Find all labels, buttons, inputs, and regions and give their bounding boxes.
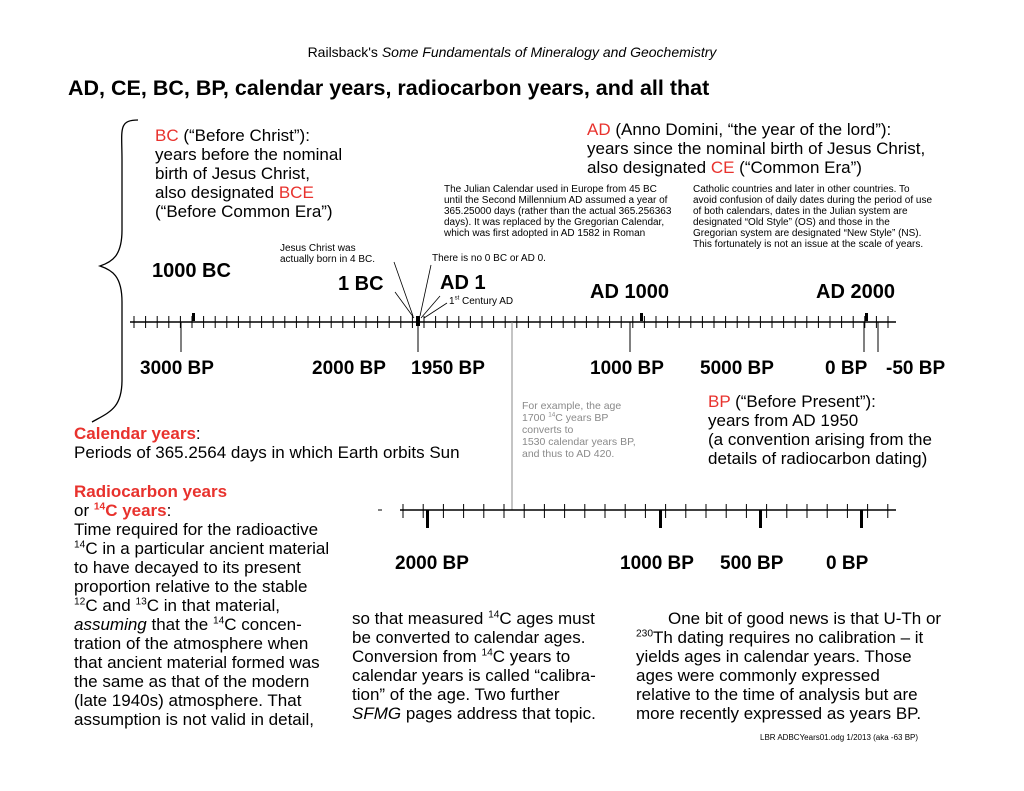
julian-note-col1 <box>444 184 671 239</box>
radiocarbon-or: or <box>74 501 94 520</box>
label-0bp: 0 BP <box>825 358 868 379</box>
radiocarbon-line: that ancient material formed was <box>74 653 320 672</box>
right-line: One bit of good news is that U-Th or <box>668 609 942 628</box>
example-line2-sup: 14 <box>548 411 556 419</box>
right-line: Th dating requires no calibration – it <box>653 628 924 647</box>
label-5000bp: 5000 BP <box>700 358 774 379</box>
example-note <box>522 400 636 460</box>
mid-l3-sup: 14 <box>481 647 493 659</box>
julian-line: 365.25000 days (rather than the actual 365.256363 <box>444 206 672 217</box>
first-century-sup: st <box>454 295 460 302</box>
julian-line: The Julian Calendar used in Europe from 45 BC <box>444 184 657 195</box>
mark-low-2000bp <box>426 510 429 528</box>
right-line: yields ages in calendar years. Those <box>636 647 912 666</box>
radiocarbon-line: tration of the atmosphere when <box>74 634 309 653</box>
label-1000bc: 1000 BC <box>152 260 231 282</box>
jesus-born-line1: Jesus Christ was <box>280 243 356 254</box>
radiocarbon-heading: Radiocarbon years <box>74 482 228 501</box>
radiocarbon-line: proportion relative to the stable <box>74 577 308 596</box>
label-3000bp: 3000 BP <box>140 358 214 379</box>
radiocarbon-colon: : <box>166 501 172 520</box>
label-2000bp: 2000 BP <box>312 358 386 379</box>
mark-low-1000bp <box>659 510 662 528</box>
bp-line4: details of radiocarbon dating) <box>708 449 928 468</box>
assuming-word: assuming <box>74 615 147 634</box>
julian-line: until the Second Millennium AD assumed a year of <box>444 195 668 206</box>
uth-dating-text <box>636 609 941 723</box>
lower-label-1000bp: 1000 BP <box>620 553 694 574</box>
first-century-text: Century AD <box>459 296 514 307</box>
pointer-bc1 <box>395 292 414 318</box>
example-line2-post: C years BP <box>555 412 609 424</box>
julian-line: of both calendars, dates in the Julian system are <box>693 206 908 217</box>
mid-l3-post: C years to <box>492 647 571 666</box>
right-line: ages were commonly expressed <box>636 666 880 685</box>
c14-sup: 14 <box>93 501 106 513</box>
radiocarbon-line: C in a particular ancient material <box>85 539 330 558</box>
calendar-years-text: Periods of 365.2564 days in which Earth orbits Sun <box>74 443 460 462</box>
mark-low-500bp <box>759 510 762 528</box>
label-ad1: AD 1 <box>440 272 486 294</box>
sup-13: 13 <box>135 596 147 608</box>
bc-term: BC <box>155 126 179 145</box>
mid-l1-sup: 14 <box>488 609 500 621</box>
mid-line: tion” of the age. Two further <box>352 685 560 704</box>
bc-definition <box>155 126 342 221</box>
bp-line2: years from AD 1950 <box>708 411 859 430</box>
label-ad1000: AD 1000 <box>590 281 669 303</box>
julian-line: avoid confusion of daily dates during the period of use <box>693 195 933 206</box>
pointer-jesus <box>394 262 413 316</box>
sup-14: 14 <box>74 539 86 551</box>
first-century-label <box>449 296 513 307</box>
jesus-born-line2: actually born in 4 BC. <box>280 254 376 265</box>
sup-230: 230 <box>636 628 653 640</box>
ad-definition <box>587 120 925 177</box>
lower-axis-ticks <box>403 504 888 518</box>
julian-line: days). It was replaced by the Gregorian Calendar, <box>444 217 665 228</box>
example-line5: and thus to AD 420. <box>522 448 615 460</box>
page-title: AD, CE, BC, BP, calendar years, radiocarbon years, and all that <box>68 76 710 100</box>
sfmg-title: SFMG <box>352 704 402 723</box>
bp-definition <box>708 392 932 468</box>
julian-line: Catholic countries and later in other countries. To <box>693 184 910 195</box>
right-line: relative to the time of analysis but are <box>636 685 918 704</box>
radiocarbon-line: C in that material, <box>146 596 281 615</box>
footer-credit: LBR ADBCYears01.odg 1/2013 (aka -63 BP) <box>760 733 919 742</box>
c14-years: C years <box>105 501 167 520</box>
julian-line: which was first adopted in AD 1582 in Roman <box>444 228 646 239</box>
ad-line3-pre: also designated <box>587 158 711 177</box>
label-ad2000: AD 2000 <box>816 281 895 303</box>
mid-l1-post: C ages must <box>499 609 595 628</box>
bc-line5: (“Before Common Era”) <box>155 202 333 221</box>
radiocarbon-line: C and <box>85 596 136 615</box>
mid-line: be converted to calendar ages. <box>352 628 586 647</box>
radiocarbon-line: Time required for the radioactive <box>74 520 319 539</box>
julian-note-col2 <box>693 184 932 250</box>
no-zero-note: There is no 0 BC or AD 0. <box>432 253 546 264</box>
calendar-colon: : <box>195 424 201 443</box>
mid-line: calendar years is called “calibra- <box>352 666 596 685</box>
ad-def: (Anno Domini, “the year of the lord”): <box>610 120 892 139</box>
radiocarbon-line: to have decayed to its present <box>74 558 301 577</box>
julian-line: Gregorian system are designated “New Style” (NS). <box>693 228 922 239</box>
header-book-title: Some Fundamentals of Mineralogy and Geochemistry <box>381 44 717 60</box>
mark-year0 <box>416 316 420 326</box>
bp-def: (“Before Present”): <box>730 392 876 411</box>
ad-term: AD <box>587 120 611 139</box>
lower-label-0bp: 0 BP <box>826 553 869 574</box>
calendar-years-heading: Calendar years <box>74 424 196 443</box>
jesus-born-note <box>280 243 375 265</box>
lower-label-500bp: 500 BP <box>720 553 784 574</box>
bp-line3: (a convention arising from the <box>708 430 932 449</box>
mid-l6-post: pages address that topic. <box>401 704 596 723</box>
first-century-num: 1 <box>449 296 455 307</box>
radiocarbon-line: C concen- <box>224 615 302 634</box>
sup-12: 12 <box>74 596 86 608</box>
mark-ad1000 <box>640 313 643 321</box>
julian-line: designated “Old Style” (OS) and those in the <box>693 217 890 228</box>
bce-term: BCE <box>278 183 314 202</box>
mid-l1-pre: so that measured <box>352 609 489 628</box>
label-1000bp: 1000 BP <box>590 358 664 379</box>
sup-14: 14 <box>212 615 225 627</box>
bc-line4: also designated <box>155 183 279 202</box>
mark-low-0bp <box>860 510 863 528</box>
calibration-text <box>352 609 596 723</box>
mark-1000bc <box>192 313 195 321</box>
radiocarbon-line: assumption is not valid in detail, <box>74 710 315 729</box>
mid-l3-pre: Conversion from <box>352 647 482 666</box>
header-prefix: Railsback's <box>307 44 382 60</box>
example-line2-pre: 1700 <box>522 412 549 424</box>
ad-line2: years since the nominal birth of Jesus Christ, <box>587 139 926 158</box>
bc-line2: years before the nominal <box>155 145 343 164</box>
mark-ad2000 <box>865 313 868 321</box>
bp-term: BP <box>708 392 731 411</box>
radiocarbon-line: (late 1940s) atmosphere. That <box>74 691 302 710</box>
example-line4: 1530 calendar years BP, <box>522 436 636 448</box>
bc-def: (“Before Christ”): <box>178 126 310 145</box>
ce-term: CE <box>710 158 735 177</box>
bc-line3: birth of Jesus Christ, <box>155 164 310 183</box>
right-line: more recently expressed as years BP. <box>636 704 922 723</box>
label-1950bp: 1950 BP <box>411 358 485 379</box>
label-minus50bp: -50 BP <box>886 358 946 379</box>
example-line3: converts to <box>522 424 574 436</box>
radiocarbon-block <box>74 482 329 729</box>
example-line1: For example, the age <box>522 400 622 412</box>
radiocarbon-line: that the <box>146 615 213 634</box>
bc-brace <box>92 120 138 422</box>
calendar-years-block <box>74 424 460 462</box>
radiocarbon-line: the same as that of the modern <box>74 672 310 691</box>
label-1bc: 1 BC <box>338 273 384 295</box>
ad-line3-post: (“Common Era”) <box>734 158 862 177</box>
julian-line: This fortunately is not an issue at the scale of years. <box>693 239 924 250</box>
lower-label-2000bp: 2000 BP <box>395 553 469 574</box>
